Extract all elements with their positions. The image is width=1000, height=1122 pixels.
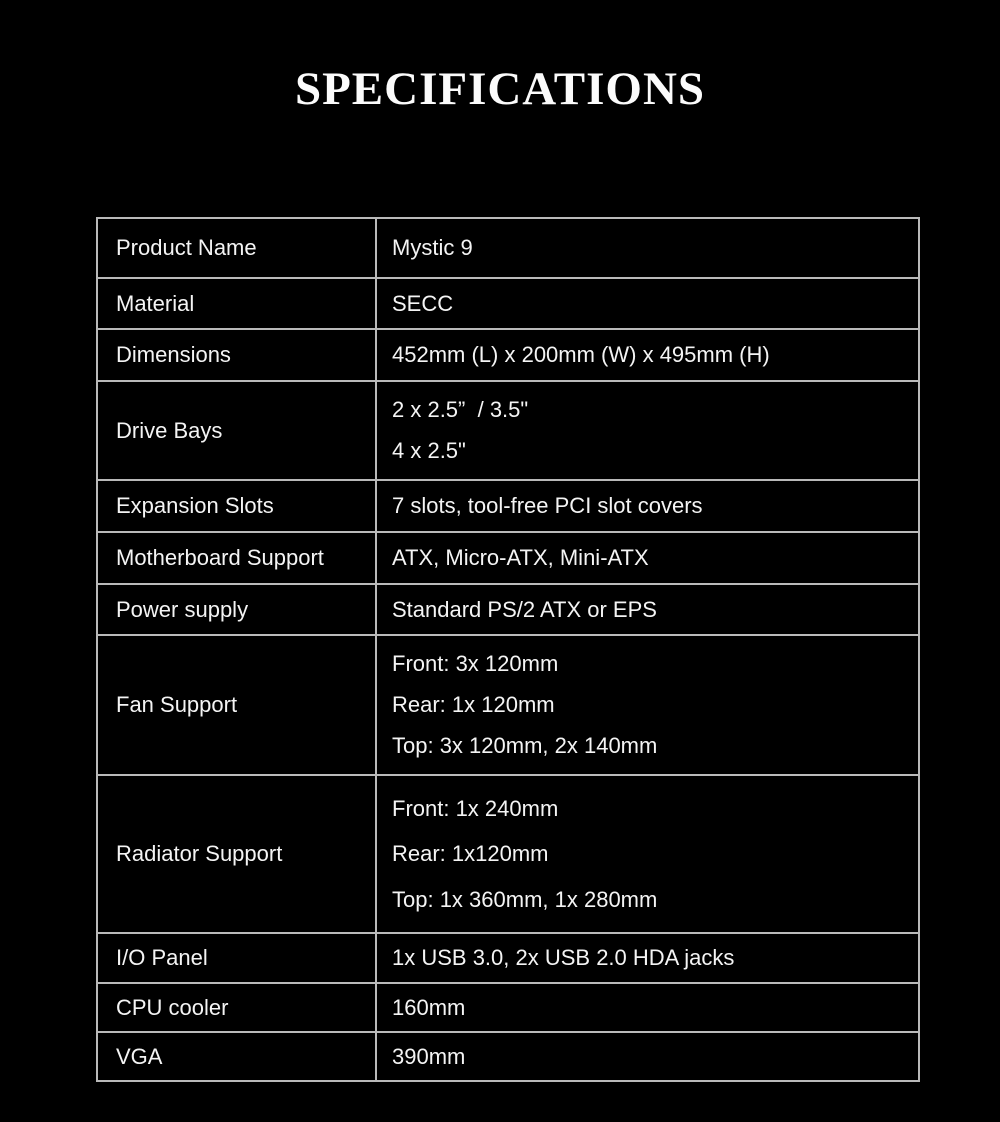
spec-value-line: SECC — [392, 290, 454, 316]
spec-value — [377, 1033, 918, 1080]
table-row-material — [98, 279, 918, 330]
spec-value-line: Front: 3x 120mm — [392, 651, 559, 676]
spec-value-line: Front: 1x 240mm — [392, 795, 559, 821]
spec-value-line: 452mm (L) x 200mm (W) x 495mm (H) — [392, 342, 770, 367]
spec-value — [377, 219, 918, 277]
spec-label: Power supply — [98, 585, 377, 634]
spec-value-line: 1x USB 3.0, 2x USB 2.0 HDA jacks — [392, 945, 735, 970]
spec-value-line: Top: 1x 360mm, 1x 280mm — [392, 886, 658, 912]
spec-value-line: 160mm — [392, 994, 466, 1020]
spec-value-line: Standard PS/2 ATX or EPS — [392, 596, 657, 622]
spec-label: Product Name — [98, 219, 377, 277]
spec-value — [377, 330, 918, 380]
spec-label: Material — [98, 279, 377, 328]
spec-value — [377, 984, 918, 1031]
spec-value-line: 2 x 2.5” / 3.5" — [392, 397, 529, 422]
spec-value-line: Rear: 1x120mm — [392, 841, 549, 866]
spec-value — [377, 279, 918, 328]
specifications-table — [96, 217, 920, 1082]
table-row-vga — [98, 1033, 918, 1080]
spec-label: Drive Bays — [98, 382, 377, 479]
spec-value — [377, 481, 918, 531]
spec-value — [377, 934, 918, 982]
spec-value — [377, 776, 918, 932]
spec-value — [377, 636, 918, 774]
page-background — [0, 63, 1000, 1122]
spec-label: Radiator Support — [98, 776, 377, 932]
spec-label: Motherboard Support — [98, 533, 377, 583]
spec-value-line: Mystic 9 — [392, 235, 473, 260]
table-row-power-supply — [98, 585, 918, 636]
spec-label: VGA — [98, 1033, 377, 1080]
spec-label: Dimensions — [98, 330, 377, 380]
table-row-product-name — [98, 219, 918, 279]
spec-value-line: ATX, Micro-ATX, Mini-ATX — [392, 545, 649, 570]
table-row-expansion-slots — [98, 481, 918, 533]
spec-label: Fan Support — [98, 636, 377, 774]
table-row-io-panel — [98, 934, 918, 984]
spec-value-line: Top: 3x 120mm, 2x 140mm — [392, 733, 658, 758]
spec-value — [377, 533, 918, 583]
table-row-motherboard-support — [98, 533, 918, 585]
table-row-fan-support — [98, 636, 918, 776]
table-row-dimensions — [98, 330, 918, 382]
spec-label: I/O Panel — [98, 934, 377, 982]
spec-value — [377, 382, 918, 479]
spec-value-line: 7 slots, tool-free PCI slot covers — [392, 493, 703, 518]
spec-label: CPU cooler — [98, 984, 377, 1031]
table-row-radiator-support — [98, 776, 918, 934]
spec-value — [377, 585, 918, 634]
spec-value-line: Rear: 1x 120mm — [392, 692, 555, 717]
spec-value-line: 4 x 2.5" — [392, 438, 466, 463]
table-row-drive-bays — [98, 382, 918, 481]
page-title: SPECIFICATIONS — [294, 63, 706, 115]
spec-value-line: 390mm — [392, 1043, 466, 1069]
table-row-cpu-cooler — [98, 984, 918, 1033]
spec-label: Expansion Slots — [98, 481, 377, 531]
